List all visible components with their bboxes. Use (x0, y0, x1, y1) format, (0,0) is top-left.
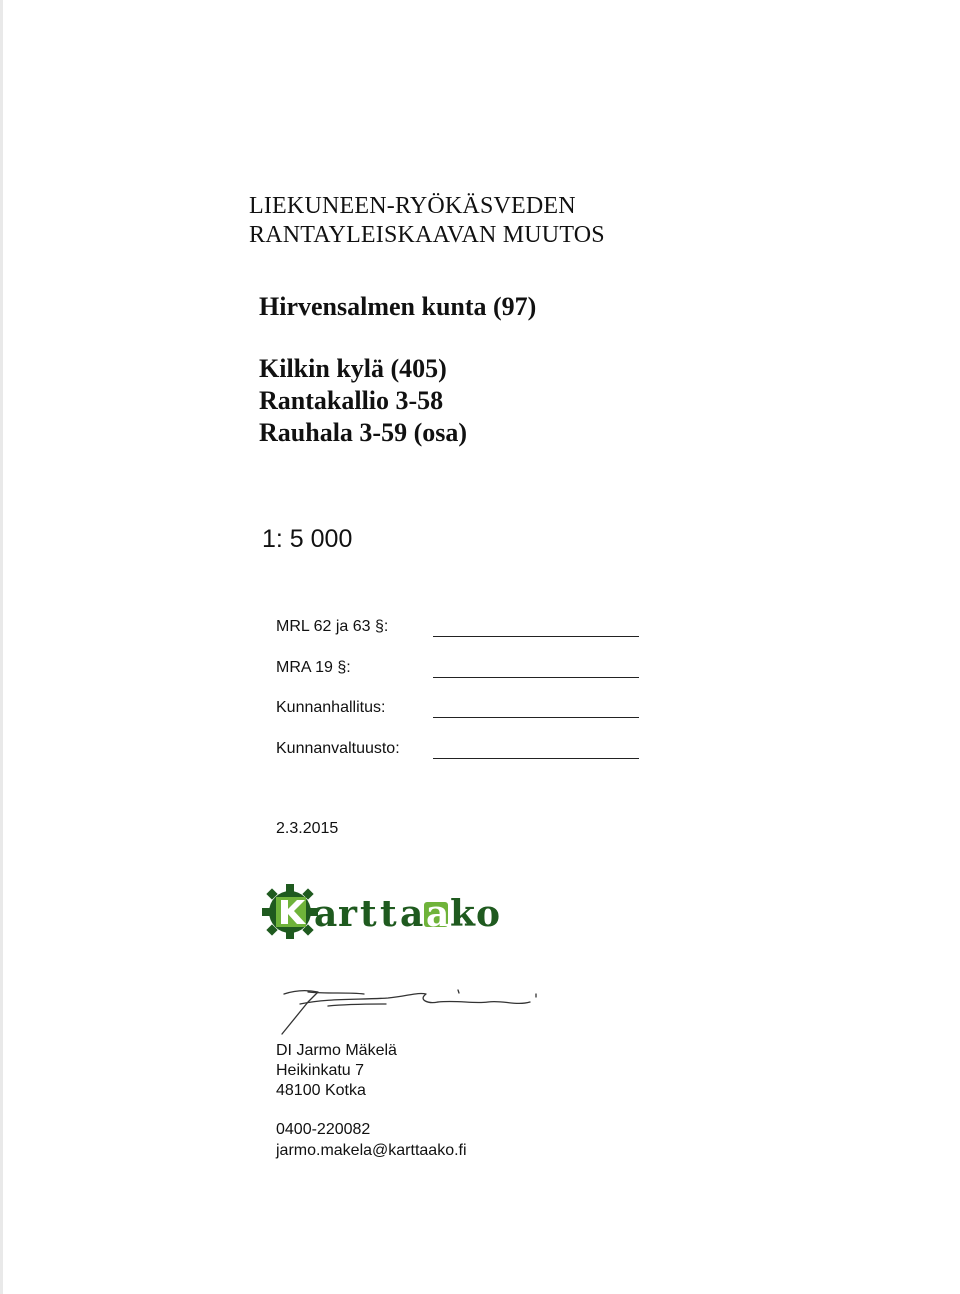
gear-icon (262, 884, 318, 939)
approval-label-mrl: MRL 62 ja 63 §: (276, 618, 389, 635)
property-rantakallio: Rantakallio 3-58 (259, 386, 444, 415)
svg-text:t: t (380, 893, 397, 935)
svg-text:a: a (426, 893, 450, 935)
map-scale: 1: 5 000 (262, 525, 353, 553)
svg-text:o: o (476, 893, 501, 935)
page-edge (0, 0, 3, 1294)
village-heading: Kilkin kylä (405) (259, 354, 447, 383)
approval-label-mra: MRA 19 §: (276, 659, 351, 676)
document-title-line-2: RANTAYLEISKAAVAN MUUTOS (249, 222, 605, 248)
municipality-heading: Hirvensalmen kunta (97) (259, 292, 537, 321)
approval-signature-line-kunnanvaltuusto (433, 758, 639, 759)
svg-text:k: k (450, 893, 475, 935)
property-rauhala: Rauhala 3-59 (osa) (259, 418, 468, 447)
svg-text:a: a (400, 893, 424, 935)
handwritten-signature (268, 982, 542, 1040)
contact-email: jarmo.makela@karttaako.fi (276, 1142, 467, 1159)
approval-label-kunnanhallitus: Kunnanhallitus: (276, 699, 386, 716)
svg-text:a: a (314, 893, 338, 935)
svg-text:r: r (338, 893, 357, 935)
contact-name: DI Jarmo Mäkelä (276, 1042, 397, 1059)
contact-city: 48100 Kotka (276, 1082, 366, 1099)
document-date: 2.3.2015 (276, 820, 339, 837)
approval-label-kunnanvaltuusto: Kunnanvaltuusto: (276, 740, 400, 757)
contact-phone: 0400-220082 (276, 1121, 371, 1138)
approval-signature-line-mra (433, 677, 639, 678)
approval-signature-line-mrl (433, 636, 639, 637)
karttaako-logo (256, 876, 514, 940)
document-title-line-1: LIEKUNEEN-RYÖKÄSVEDEN (249, 193, 576, 219)
contact-street: Heikinkatu 7 (276, 1062, 365, 1079)
svg-text:t: t (360, 893, 377, 935)
approval-signature-line-kunnanhallitus (433, 717, 639, 718)
